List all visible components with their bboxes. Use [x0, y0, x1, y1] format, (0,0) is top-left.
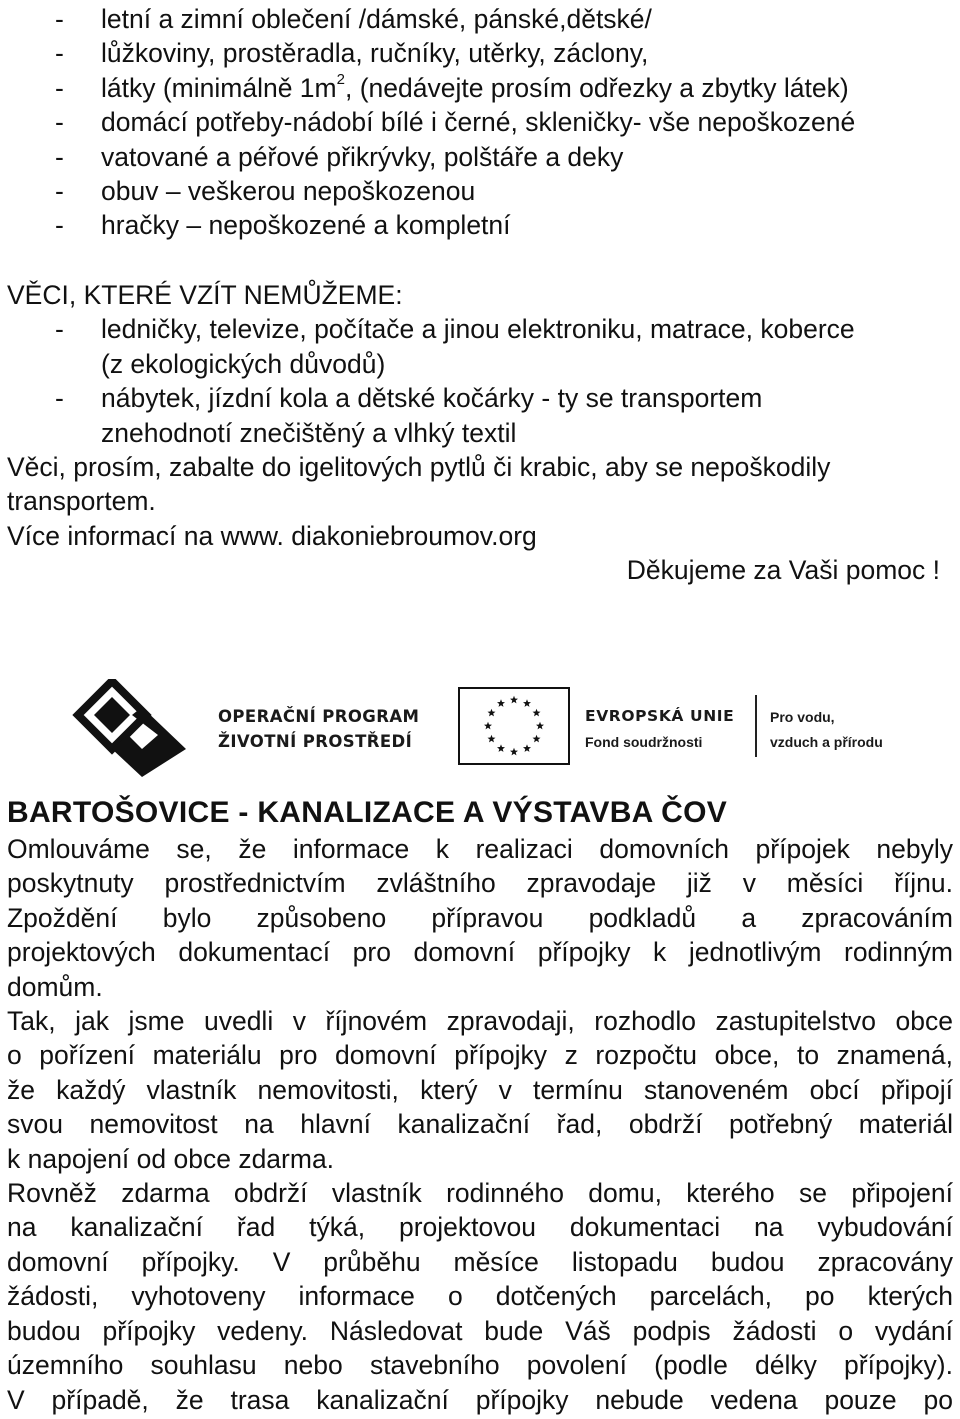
article-line: Rovněž zdarma obdrží vlastník rodinného domu, kterého se připojení [7, 1178, 953, 1209]
slogan-line-1: Pro vodu, [770, 709, 835, 725]
list-item-continuation: (z ekologických důvodů) [101, 348, 386, 379]
list-item: - hračky – nepoškozené a kompletní [55, 210, 511, 241]
eu-flag-icon [458, 687, 570, 765]
article [0, 794, 960, 1417]
article-line: na kanalizační řad týká, projektovou dokumentaci na vybudování [7, 1212, 953, 1243]
packing-note: Věci, prosím, zabalte do igelitových pytlů či krabic, aby se nepoškodily [7, 452, 831, 483]
article-line: budou přípojky vedeny. Následovat bude Váš podpis žádosti o vydání [7, 1315, 953, 1346]
article-title: BARTOŠOVICE - KANALIZACE A VÝSTAVBA ČOV [7, 796, 728, 829]
slogan-line-2: vzduch a přírodu [770, 734, 883, 750]
logo-strip [0, 665, 960, 785]
article-line: Omlouváme se, že informace k realizaci domovních přípojek nebyly [7, 834, 953, 864]
article-line: územního souhlasu nebo stavebního povolení (podle délky přípojky). [7, 1350, 953, 1381]
section-heading: VĚCI, KTERÉ VZÍT NEMŮŽEME: [7, 280, 403, 310]
eu-line-1: EVROPSKÁ UNIE [585, 707, 735, 725]
article-line: Zpoždění bylo způsobeno přípravou podkladů a zpracováním [7, 902, 953, 933]
list-item: - vatované a péřové přikrývky, polštáře a deky [55, 141, 624, 172]
article-line: projektových dokumentací pro domovní přípojky k jednotlivým rodinným [7, 937, 953, 968]
article-line: k napojení od obce zdarma. [7, 1143, 335, 1174]
list-item: - obuv – veškerou nepoškozenou [55, 176, 476, 207]
packing-note-end: transportem. [7, 486, 156, 517]
list-item-continuation: znehodnotí znečištěný a vlhký textil [101, 417, 517, 448]
logo-divider [755, 695, 757, 757]
thanks-line: Děkujeme za Vaši pomoc ! [626, 555, 940, 586]
article-line: že každý vlastník nemovitosti, který v termínu stanoveném obcí připojí [7, 1074, 953, 1105]
article-line: žádosti, vyhotoveny informace o dotčených parcelách, po kterých [7, 1281, 953, 1312]
article-line: o pořízení materiálu pro domovní přípojky z rozpočtu obce, to znamená, [7, 1040, 953, 1071]
cannot-take-section [0, 278, 960, 588]
list-item: - látky (minimálně $1m^2$, (nedávejte prosím odřezky a zbytky látek) [55, 70, 849, 103]
donation-list [0, 2, 960, 243]
article-line: svou nemovitost na hlavní kanalizační řad, obdrží potřebný materiál [7, 1109, 953, 1140]
list-item: - lůžkoviny, prostěradla, ručníky, utěrky, záclony, [55, 38, 649, 69]
article-body [0, 832, 960, 1417]
list-item: - letní a zimní oblečení /dámské, pánské,dětské/ [55, 4, 652, 34]
article-line: domům. [7, 971, 103, 1002]
list-item: - nábytek, jízdní kola a dětské kočárky - ty se transportem [55, 383, 763, 414]
list-item: - ledničky, televize, počítače a jinou elektroniku, matrace, koberce [55, 314, 855, 345]
article-line: Tak, jak jsme uvedli v říjnovém zpravodaji, rozhodlo zastupitelstvo obce [7, 1006, 953, 1037]
list-item: - domácí potřeby-nádobí bílé i černé, skleničky- vše nepoškozené [55, 107, 856, 138]
eu-line-2: Fond soudržnosti [585, 734, 703, 750]
article-line: domovní přípojky. V průběhu měsíce listopadu budou zpracovány [7, 1246, 953, 1277]
op-line-1: OPERAČNÍ PROGRAM [218, 707, 420, 726]
article-line: poskytnuty prostřednictvím zvláštního zpravodaje již v měsíci říjnu. [7, 868, 953, 899]
op-line-2: ŽIVOTNÍ PROSTŘEDÍ [218, 732, 413, 751]
info-line: Více informací na www. diakoniebroumov.org [7, 520, 537, 551]
article-line: V případě, že trasa kanalizační přípojky nebude vedena pouze po [7, 1384, 953, 1415]
op-zp-logo-icon [72, 679, 194, 779]
